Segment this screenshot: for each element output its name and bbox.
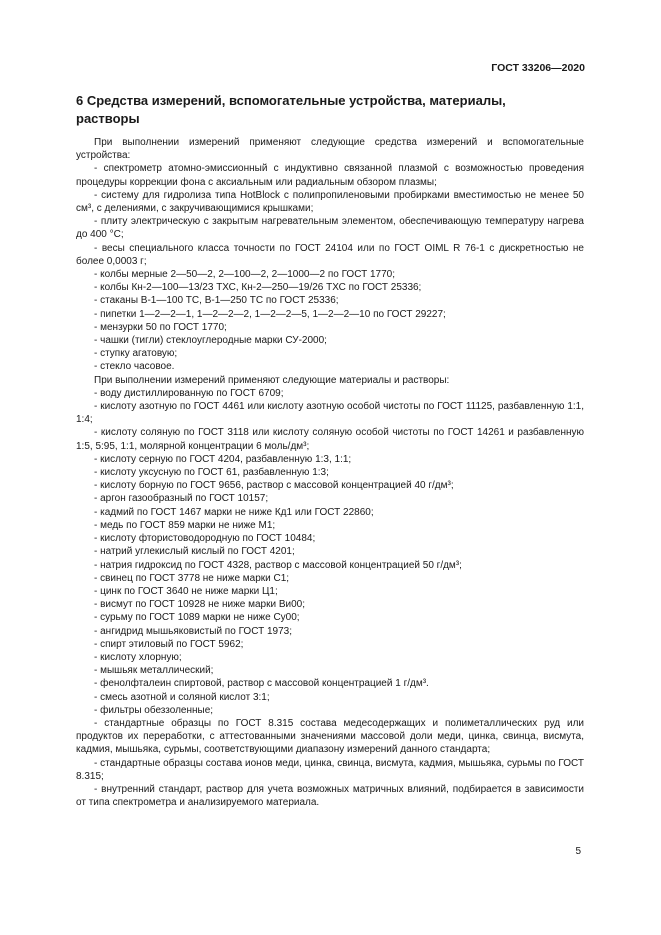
list-item: - кислоту соляную по ГОСТ 3118 или кислоту соляную особой чистоты по ГОСТ 14261 и разбавленную 1:5, 5:95, 1:1, молярной концентрации 6 моль/дм³;: [76, 427, 584, 452]
document-number: ГОСТ 33206—2020: [491, 62, 585, 74]
list-item: - воду дистиллированную по ГОСТ 6709;: [94, 387, 284, 399]
list-item: - сурьму по ГОСТ 1089 марки не ниже Су00;: [94, 612, 300, 624]
list-item: - цинк по ГОСТ 3640 не ниже марки Ц1;: [94, 585, 278, 597]
list-item: - спирт этиловый по ГОСТ 5962;: [94, 638, 244, 650]
section-heading-line-1: 6 Средства измерений, вспомогательные устройства, материалы,: [76, 93, 506, 108]
paragraph: При выполнении измерений применяют следующие средства измерений и вспомогательные устройства:: [76, 137, 584, 162]
list-item: - смесь азотной и соляной кислот 3:1;: [94, 691, 270, 703]
list-item: - внутренний стандарт, раствор для учета возможных матричных влияний, подбирается в зависимости от типа спектрометра и анализируемого материала.: [76, 783, 584, 809]
list-item: - стекло часовое.: [94, 361, 175, 373]
list-item: - свинец по ГОСТ 3778 не ниже марки С1;: [94, 572, 290, 584]
list-item: - висмут по ГОСТ 10928 не ниже марки Ви00;: [94, 599, 305, 611]
list-item: - фильтры обеззоленные;: [94, 704, 214, 716]
list-item: - ступку агатовую;: [94, 348, 178, 360]
list-item: - стандартные образцы состава ионов меди, цинка, свинца, висмута, кадмия, мышьяка, сурьмы по ГОСТ 8.315;: [76, 757, 584, 782]
list-item: - мензурки 50 по ГОСТ 1770;: [94, 321, 227, 333]
list-item: - стандартные образцы по ГОСТ 8.315 состава медесодержащих и полиметаллических руд или продуктов их переработки, с аттестованными значениями массовой доли меди, цинка, свинца, висмута, кадмия, мышьяка, сурьмы, соответствующими диапазону измерений данного стандарта;: [76, 717, 584, 756]
list-item: - колбы мерные 2—50—2, 2—100—2, 2—1000—2 по ГОСТ 1770;: [94, 269, 396, 281]
list-item: - кислоту уксусную по ГОСТ 61, разбавленную 1:3;: [94, 467, 329, 479]
list-item: - весы специального класса точности по ГОСТ 24104 или по ГОСТ OIML R 76-1 с дискретностью не более 0,0003 г;: [76, 242, 584, 267]
list-item: - кислоту серную по ГОСТ 4204, разбавленную 1:3, 1:1;: [94, 453, 352, 465]
list-item: - кислоту фтористоводородную по ГОСТ 10484;: [94, 533, 316, 545]
list-item: - натрия гидроксид по ГОСТ 4328, раствор с массовой концентрацией 50 г/дм³;: [94, 559, 462, 571]
list-item: - кислоту хлорную;: [94, 651, 182, 663]
page-number: 5: [575, 846, 581, 857]
list-item: - колбы Кн-2—100—13/23 ТХС, Кн-2—250—19/26 ТХС по ГОСТ 25336;: [94, 282, 422, 294]
list-item: - систему для гидролиза типа HotBlock с полипропиленовыми пробирками вместимостью не менее 50 см³, с делениями, с закручивающимися крышками;: [76, 189, 584, 215]
list-item: - медь по ГОСТ 859 марки не ниже М1;: [94, 519, 276, 531]
section-heading-line-2: растворы: [76, 111, 140, 126]
section-body: [76, 136, 584, 809]
list-item: - аргон газообразный по ГОСТ 10157;: [94, 493, 269, 505]
list-item: - стаканы В-1—100 ТС, В-1—250 ТС по ГОСТ 25336;: [94, 295, 339, 307]
list-item: - кадмий по ГОСТ 1467 марки не ниже Кд1 или ГОСТ 22860;: [94, 506, 374, 518]
list-item: - пипетки 1—2—2—1, 1—2—2—2, 1—2—2—5, 1—2—2—10 по ГОСТ 29227;: [94, 308, 446, 320]
list-item: - чашки (тигли) стеклоуглеродные марки СУ-2000;: [94, 335, 327, 347]
list-item: - натрий углекислый кислый по ГОСТ 4201;: [94, 546, 295, 558]
list-item: - мышьяк металлический;: [94, 665, 214, 677]
paragraph: При выполнении измерений применяют следующие материалы и растворы:: [94, 374, 450, 386]
section-heading: [76, 92, 576, 128]
list-item: - фенолфталеин спиртовой, раствор с массовой концентрацией 1 г/дм³.: [94, 678, 429, 690]
list-item: - кислоту азотную по ГОСТ 4461 или кислоту азотную особой чистоты по ГОСТ 11125, разбавленную 1:1, 1:4;: [76, 401, 584, 426]
list-item: - спектрометр атомно-эмиссионный с индуктивно связанной плазмой с возможностью проведения процедуры коррекции фона с аксиальным или радиальным обзором плазмы;: [76, 163, 584, 188]
list-item: - ангидрид мышьяковистый по ГОСТ 1973;: [94, 625, 292, 637]
list-item: - кислоту борную по ГОСТ 9656, раствор с массовой концентрацией 40 г/дм³;: [94, 480, 454, 492]
list-item: - плиту электрическую с закрытым нагревательным элементом, обеспечивающую температуру нагрева до 400 °С;: [76, 216, 584, 241]
